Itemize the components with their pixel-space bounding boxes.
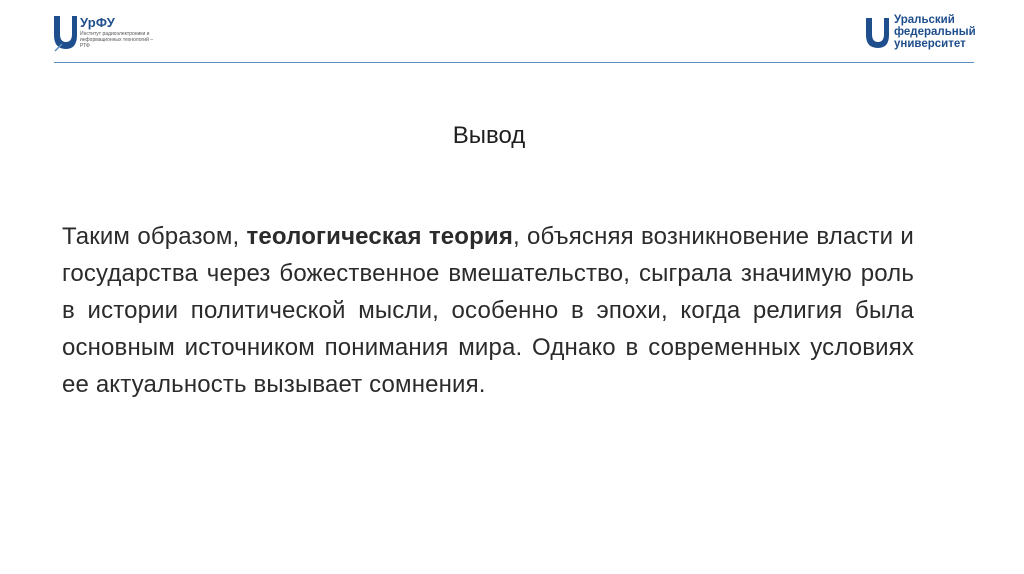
slide-header <box>0 0 1024 70</box>
university-logo-text <box>894 14 976 50</box>
university-logo-line-2: федеральный <box>894 26 976 38</box>
paragraph-text-start: Таким образом, <box>62 223 247 250</box>
university-logo <box>864 14 984 54</box>
urfu-u-icon <box>52 14 78 52</box>
university-logo-line-3: университет <box>894 38 966 50</box>
header-divider <box>54 62 974 63</box>
institute-logo-title: УрФУ <box>80 15 116 30</box>
paragraph-bold-term: теологическая теория <box>246 223 513 250</box>
paragraph-text-end: , объясняя возникновение власти и государства через божественное вмешательство, сыграла значимую роль в истории политической мысли, особенно в эпохи, когда религия была основным источником понимания мира. Однако в современных условиях ее актуальность вызывает сомнения. <box>62 223 914 398</box>
university-logo-line-1: Уральский <box>894 14 955 26</box>
slide-title: Вывод <box>452 122 526 149</box>
slide-paragraph <box>62 218 914 403</box>
institute-logo-subtitle: Институт радиоэлектроники и информационных технологий – РТФ <box>80 31 154 49</box>
institute-logo <box>52 14 154 56</box>
urfu-u-icon <box>864 16 890 50</box>
